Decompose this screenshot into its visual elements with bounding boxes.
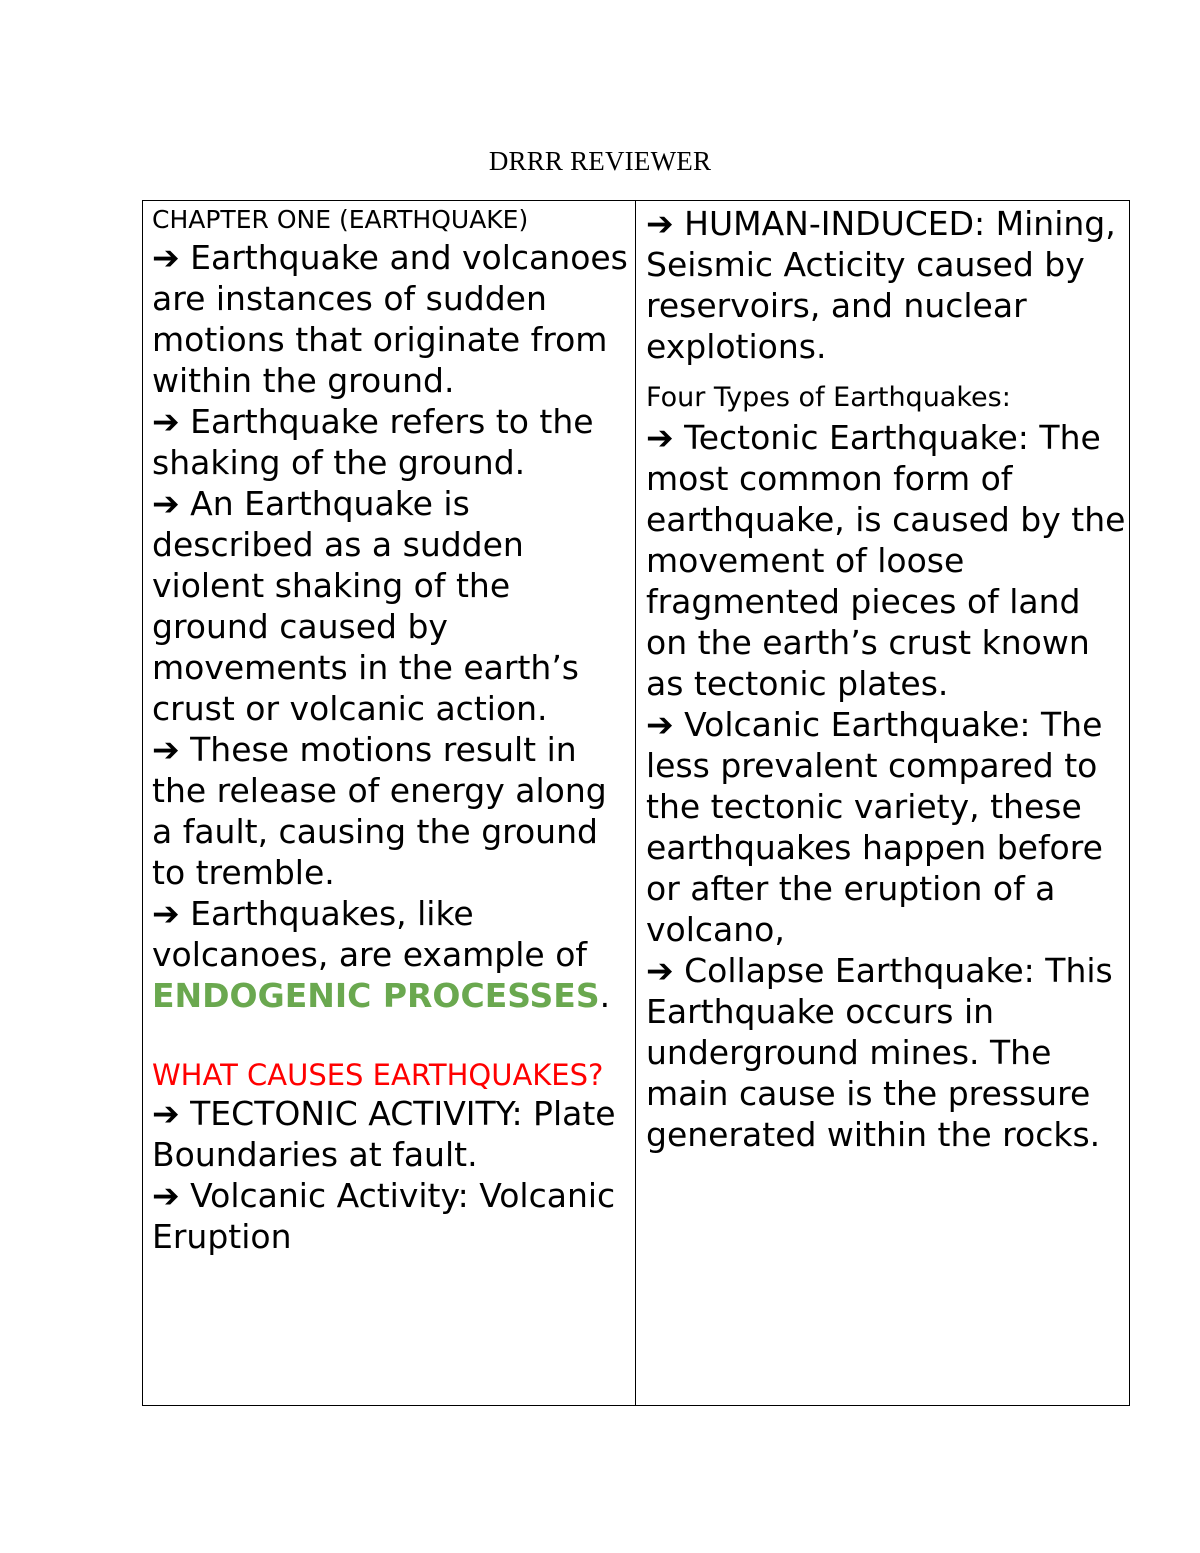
- causes-heading: WHAT CAUSES EARTHQUAKES?: [152, 1058, 604, 1092]
- reviewer-table: [142, 200, 1130, 1406]
- right-column: [636, 201, 1129, 1405]
- cause-tectonic: ➔ TECTONIC ACTIVITY: Plate Boundaries at fault.: [152, 1094, 616, 1174]
- chapter-heading: CHAPTER ONE (EARTHQUAKE): [152, 205, 529, 234]
- left-column: [143, 201, 636, 1405]
- type-collapse: ➔ Collapse Earthquake: This Earthquake occurs in underground mines. The main cause is the pressure generated within the rocks.: [646, 951, 1113, 1154]
- type-volcanic: ➔ Volcanic Earthquake: The less prevalent compared to the tectonic variety, these earthquakes happen before or after the eruption of a volcano,: [646, 705, 1103, 949]
- types-heading: Four Types of Earthquakes:: [646, 382, 1011, 413]
- bullet-energy-release: ➔ These motions result in the release of energy along a fault, causing the ground to tremble.: [152, 730, 607, 892]
- page-title: DRRR REVIEWER: [488, 146, 712, 176]
- paragraph-gap: [646, 367, 1129, 379]
- endogenic-suffix: .: [599, 976, 611, 1015]
- type-tectonic: ➔ Tectonic Earthquake: The most common form of earthquake, is caused by the movement of loose fragmented pieces of land on the earth’s crust known as tectonic plates.: [646, 418, 1126, 703]
- bullet-instances: ➔ Earthquake and volcanoes are instances of sudden motions that originate from within the ground.: [152, 238, 628, 400]
- endogenic-prefix: ➔ Earthquakes, like volcanoes, are example of: [152, 894, 588, 974]
- blank-line: [152, 1016, 635, 1057]
- cause-volcanic: ➔ Volcanic Activity: Volcanic Eruption: [152, 1176, 616, 1256]
- human-induced-text: ➔ HUMAN-INDUCED: Mining, Seismic Acticity caused by reservoirs, and nuclear explotions.: [646, 204, 1116, 366]
- bullet-endogenic: [152, 893, 635, 1016]
- endogenic-highlight: ENDOGENIC PROCESSES: [152, 976, 600, 1015]
- bullet-definition: ➔ Earthquake refers to the shaking of the ground.: [152, 402, 594, 482]
- bullet-description: ➔ An Earthquake is described as a sudden violent shaking of the ground caused by movements in the earth’s crust or volcanic action.: [152, 484, 580, 728]
